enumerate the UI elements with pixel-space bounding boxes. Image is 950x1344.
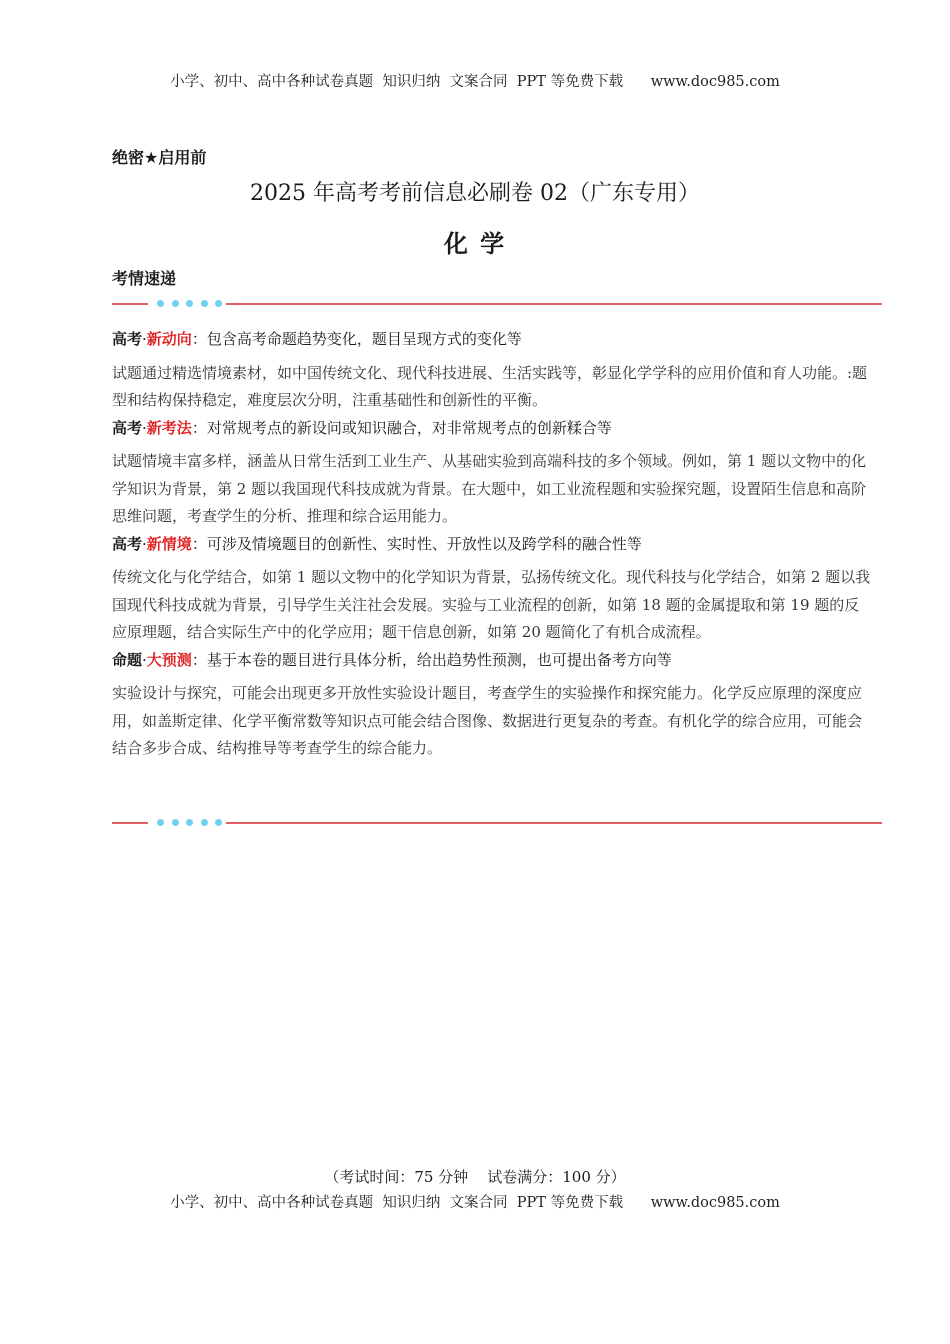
divider-top <box>112 298 882 310</box>
section-prefix: 高考 <box>112 418 143 437</box>
section-body-prediction: 实验设计与探究，可能会出现更多开放性实验设计题目，考查学生的实验操作和探究能力。化学反应原理的深度应用，如盖斯定律、化学平衡常数等知识点可能会结合图像、数据进行更复杂的考查。有机化学的综合应用，可能会结合多步合成、结构推导等考查学生的综合能力。 <box>112 684 863 757</box>
section-title: 考情速递 <box>112 269 177 288</box>
divider-bottom <box>112 817 882 829</box>
content-area <box>112 326 872 763</box>
page-header: 小学、初中、高中各种试卷真题 知识归纳 文案合同 PPT 等免费下载 www.doc985.com <box>170 74 780 90</box>
section-summary: 包含高考命题趋势变化，题目呈现方式的变化等 <box>206 330 522 348</box>
section-body-method: 试题情境丰富多样，涵盖从日常生活到工业生产、从基础实验到高端科技的多个领域。例如，第 1 题以文物中的化学知识为背景，第 2 题以我国现代科技成就为背景。在大题中，如工业流程题和实验探究题，设置陌生信息和高阶思维问题，考查学生的分析、推理和综合运用能力。 <box>112 452 867 525</box>
section-label: 新动向 <box>146 330 192 348</box>
section-label: 新情境 <box>146 534 192 553</box>
section-prefix: 高考 <box>112 534 143 553</box>
section-prefix: 命题 <box>112 650 143 669</box>
subject-title: 化 学 <box>443 230 507 258</box>
section-body-trend: 试题通过精选情境素材，如中国传统文化、现代科技进展、生活实践等，彰显化学学科的应用价值和育人功能。:题型和结构保持稳定，难度层次分明，注重基础性和创新性的平衡。 <box>112 363 868 409</box>
document-title: 2025 年高考考前信息必刷卷 02（广东专用） <box>250 181 700 206</box>
section-heading-trend: 高考·新动向：包含高考命题趋势变化，题目呈现方式的变化等 <box>112 330 522 348</box>
section-heading-prediction: 命题·大预测：基于本卷的题目进行具体分析，给出趋势性预测，也可提出备考方向等 <box>112 650 672 669</box>
section-prefix: 高考 <box>112 330 143 348</box>
section-summary: 可涉及情境题目的创新性、实时性、开放性以及跨学科的融合性等 <box>206 534 642 553</box>
section-label: 新考法 <box>146 418 192 437</box>
section-label: 大预测 <box>146 650 192 669</box>
section-heading-method: 高考·新考法：对常规考点的新设问或知识融合，对非常规考点的创新糅合等 <box>112 418 612 437</box>
section-summary: 对常规考点的新设问或知识融合，对非常规考点的创新糅合等 <box>206 418 612 437</box>
exam-info: （考试时间：75 分钟 试卷满分：100 分） <box>324 1168 626 1186</box>
page-footer: 小学、初中、高中各种试卷真题 知识归纳 文案合同 PPT 等免费下载 www.doc985.com <box>170 1195 780 1211</box>
section-body-context: 传统文化与化学结合，如第 1 题以文物中的化学知识为背景，弘扬传统文化。现代科技与化学结合，如第 2 题以我国现代科技成就为背景，引导学生关注社会发展。实验与工业流程的创新，如第 18 题的金属提取和第 19 题的反应原理题，结合实际生产中的化学应用；题干信息创新，如第 20 题简化了有机合成流程。 <box>112 568 871 641</box>
confidential-label: 绝密★启用前 <box>112 148 207 167</box>
section-summary: 基于本卷的题目进行具体分析，给出趋势性预测，也可提出备考方向等 <box>206 650 672 669</box>
section-heading-context: 高考·新情境：可涉及情境题目的创新性、实时性、开放性以及跨学科的融合性等 <box>112 534 642 553</box>
